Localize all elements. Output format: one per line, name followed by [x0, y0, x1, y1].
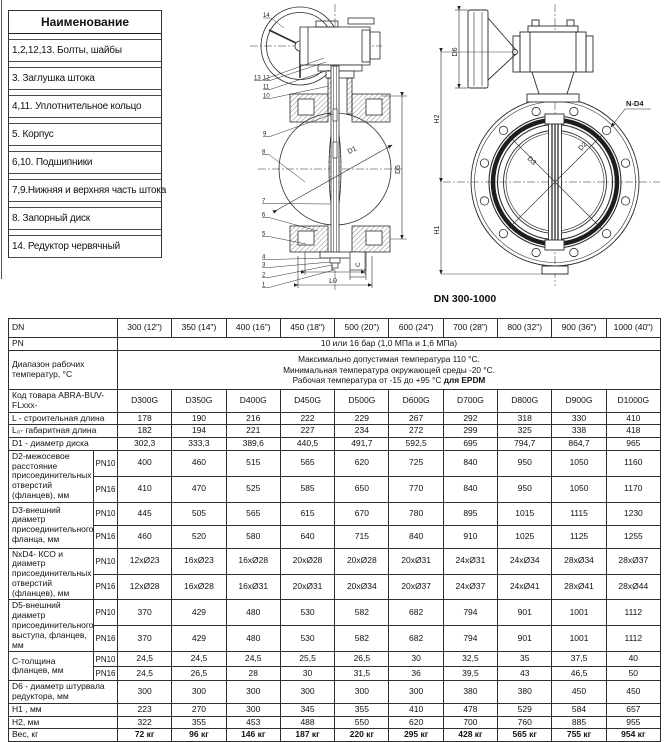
callout-1: 1 [262, 282, 266, 289]
dim-label-l0: L0 [329, 278, 337, 285]
spec-cell: D500G [335, 390, 389, 413]
spec-cell: 515 [226, 450, 280, 476]
callout-11: 11 [263, 84, 270, 91]
spec-cell: 695 [443, 438, 497, 451]
spec-cell: 37,5 [552, 652, 606, 667]
spec-cell: 12xØ23 [118, 548, 172, 574]
spec-cell: 480 [226, 625, 280, 652]
parts-list-item: 7,9.Нижняя и верхняя часть штока [9, 179, 161, 202]
spec-cell: 295 кг [389, 729, 443, 742]
spec-cell: 28 [226, 667, 280, 681]
spec-cell: 46,5 [552, 667, 606, 681]
spec-cell: 700 (28") [443, 319, 497, 338]
spec-cell: 1125 [552, 525, 606, 548]
spec-cell: 222 [280, 412, 334, 425]
section-view-drawing [250, 4, 420, 292]
spec-cell: D400G [226, 390, 280, 413]
spec-cell: 36 [389, 667, 443, 681]
parts-list-item: 1,2,12,13. Болты, шайбы [9, 39, 161, 62]
spec-cell: 40 [606, 652, 660, 667]
nd4-leader [611, 109, 651, 127]
spec-cell: 1000 (40") [606, 319, 660, 338]
spec-cell: 267 [389, 412, 443, 425]
spec-cell: 840 [389, 525, 443, 548]
spec-row-label: L₀- габаритная длина [9, 425, 118, 438]
spec-cell: 221 [226, 425, 280, 438]
spec-cell: 333,3 [172, 438, 226, 451]
spec-cell: 840 [443, 476, 497, 502]
spec-row-label: H1 , мм [9, 703, 118, 716]
spec-cell: 194 [172, 425, 226, 438]
spec-cell: 800 (32") [498, 319, 552, 338]
pn16-cell: PN16 [94, 625, 118, 652]
spec-row-label: С-толщина фланцев, мм [9, 652, 94, 681]
spec-cell: 28xØ44 [606, 574, 660, 600]
spec-cell: 300 [389, 681, 443, 704]
spec-cell: 480 [226, 600, 280, 625]
callout-6: 6 [262, 212, 266, 219]
spec-cell: 505 [172, 502, 226, 525]
spec-cell: 16xØ23 [172, 548, 226, 574]
spec-cell: 760 [498, 716, 552, 729]
spec-cell: 491,7 [335, 438, 389, 451]
spec-cell: 182 [118, 425, 172, 438]
spec-cell: 429 [172, 600, 226, 625]
spec-cell: 12xØ28 [118, 574, 172, 600]
spec-cell: 910 [443, 525, 497, 548]
spec-cell: 794 [443, 625, 497, 652]
spec-table [8, 318, 661, 742]
spec-cell: 488 [280, 716, 334, 729]
parts-list-item: 8. Запорный диск [9, 207, 161, 230]
dim-label-h2: H2 [434, 114, 441, 124]
spec-cell: 592,5 [389, 438, 443, 451]
dim-label-d6: D6 [452, 47, 459, 57]
parts-list-item: 3. Заглушка штока [9, 67, 161, 90]
spec-cell: 500 (20") [335, 319, 389, 338]
spec-cell: 39,5 [443, 667, 497, 681]
spec-cell: 229 [335, 412, 389, 425]
parts-list-item: 4,11. Уплотнительное кольцо [9, 95, 161, 118]
spec-cell: 770 [389, 476, 443, 502]
spec-cell: 1001 [552, 600, 606, 625]
temp-line: Минимальная температура окружающей среды -20 °С. [283, 364, 495, 375]
spec-cell: 20xØ31 [280, 574, 334, 600]
spec-cell: 600 (24") [389, 319, 443, 338]
dim-label-l: L [331, 265, 335, 272]
page-frame-line [1, 0, 2, 279]
spec-cell: 410 [118, 476, 172, 502]
spec-cell: 96 кг [172, 729, 226, 742]
spec-cell: 355 [335, 703, 389, 716]
spec-cell: 794,7 [498, 438, 552, 451]
spec-cell: 530 [280, 625, 334, 652]
spec-cell: 445 [118, 502, 172, 525]
spec-cell: D700G [443, 390, 497, 413]
dim-label-d1: D1 [346, 145, 358, 156]
spec-cell: 318 [498, 412, 552, 425]
spec-cell: 1112 [606, 625, 660, 652]
spec-cell: 755 кг [552, 729, 606, 742]
spec-cell: 901 [498, 625, 552, 652]
dim-label-d5: D5 [395, 165, 402, 174]
spec-cell: 615 [280, 502, 334, 525]
callout-9: 9 [263, 131, 267, 138]
spec-cell: 24,5 [226, 652, 280, 667]
spec-cell: 525 [226, 476, 280, 502]
bottom-foot [542, 266, 568, 274]
spec-cell: 584 [552, 703, 606, 716]
spec-cell: 640 [280, 525, 334, 548]
spec-cell: 299 [443, 425, 497, 438]
spec-cell: 682 [389, 625, 443, 652]
stem [331, 66, 339, 262]
spec-cell: 1025 [498, 525, 552, 548]
spec-row-label: L - строительная длина [9, 412, 118, 425]
spec-cell: 954 кг [606, 729, 660, 742]
dim-c [350, 270, 366, 280]
spec-cell: 24xØ31 [443, 548, 497, 574]
spec-cell: 300 (12") [118, 319, 172, 338]
pn16-cell: PN16 [94, 667, 118, 681]
spec-cell: 1112 [606, 600, 660, 625]
gearbox [300, 18, 380, 78]
pn16-cell: PN16 [94, 574, 118, 600]
spec-cell: 400 [118, 450, 172, 476]
temp-cell [118, 351, 661, 390]
spec-cell: D900G [552, 390, 606, 413]
pn10-cell: PN10 [94, 600, 118, 625]
spec-cell: 965 [606, 438, 660, 451]
spec-cell: D300G [118, 390, 172, 413]
spec-row-label: DN [9, 319, 118, 338]
temp-line [120, 375, 658, 385]
spec-cell: 450 [552, 681, 606, 704]
gearbox-front [513, 20, 593, 102]
spec-cell: 50 [606, 667, 660, 681]
spec-cell: 370 [118, 600, 172, 625]
spec-row-label: Диапазон рабочих температур, °С [9, 351, 118, 390]
spec-row-label: D5-внешний диаметр присоединительного выступа, фланцев, мм [9, 600, 94, 652]
spec-cell: 900 (36") [552, 319, 606, 338]
spec-cell: 227 [280, 425, 334, 438]
callout-8: 8 [262, 149, 266, 156]
spec-cell: 650 [335, 476, 389, 502]
spec-row-label: H2, мм [9, 716, 118, 729]
parts-list-item: 5. Корпус [9, 123, 161, 146]
spec-cell: 26,5 [172, 667, 226, 681]
dim-label-nd4: N-D4 [626, 99, 644, 108]
spec-row-label: D1 - диаметр диска [9, 438, 118, 451]
parts-list-item: 14. Редуктор червячный [9, 235, 161, 258]
spec-cell: 338 [552, 425, 606, 438]
spec-cell: 682 [389, 600, 443, 625]
spec-cell: 302,3 [118, 438, 172, 451]
spec-cell: 28xØ41 [552, 574, 606, 600]
callout-4: 4 [262, 254, 266, 261]
dim-label-d3: D3 [525, 155, 537, 167]
parts-list-table [8, 10, 167, 258]
temp-line-bold: для EPDM [443, 375, 486, 386]
spec-cell: 864,7 [552, 438, 606, 451]
spec-cell: 1050 [552, 450, 606, 476]
spec-cell: 270 [172, 703, 226, 716]
handwheel-edge [468, 10, 518, 88]
callout-5: 5 [262, 231, 266, 238]
spec-cell: 24,5 [118, 667, 172, 681]
dim-label-c: C [355, 262, 362, 267]
spec-cell: 950 [498, 476, 552, 502]
spec-table-body [9, 319, 661, 742]
callout-13: 13 [254, 75, 261, 82]
spec-cell: 1160 [606, 450, 660, 476]
spec-cell: 300 [280, 681, 334, 704]
spec-cell: 72 кг [118, 729, 172, 742]
spec-row-label: D3-внешний диаметр присоединительного фланца, мм [9, 502, 94, 548]
spec-cell: 322 [118, 716, 172, 729]
spec-cell: 1170 [606, 476, 660, 502]
spec-cell: 955 [606, 716, 660, 729]
spec-cell: 950 [498, 450, 552, 476]
spec-cell: 565 [226, 502, 280, 525]
spec-cell: 380 [498, 681, 552, 704]
spec-cell: 187 кг [280, 729, 334, 742]
spec-cell: 418 [606, 425, 660, 438]
pn10-cell: PN10 [94, 652, 118, 667]
spec-cell: 20xØ37 [389, 574, 443, 600]
spec-cell: 300 [226, 703, 280, 716]
spec-cell: 234 [335, 425, 389, 438]
spec-cell: D800G [498, 390, 552, 413]
spec-cell: 840 [443, 450, 497, 476]
spec-cell: D600G [389, 390, 443, 413]
spec-cell: 28xØ34 [552, 548, 606, 574]
temp-line-text: Рабочая температура от -15 до +95 °С [292, 375, 442, 386]
spec-cell: 478 [443, 703, 497, 716]
spec-cell: 24,5 [172, 652, 226, 667]
spec-cell: 670 [335, 502, 389, 525]
spec-cell: 31,5 [335, 667, 389, 681]
pn16-cell: PN16 [94, 476, 118, 502]
spec-cell: 529 [498, 703, 552, 716]
spec-cell: 223 [118, 703, 172, 716]
dim-label-d2: D2 [577, 141, 589, 153]
spec-cell: 20xØ31 [389, 548, 443, 574]
spec-cell: 620 [335, 450, 389, 476]
pn16-cell: PN16 [94, 525, 118, 548]
spec-row-label: PN [9, 338, 118, 351]
spec-cell: 330 [552, 412, 606, 425]
spec-cell: 292 [443, 412, 497, 425]
spec-cell: 190 [172, 412, 226, 425]
spec-cell: 16xØ28 [226, 548, 280, 574]
spec-cell: 25,5 [280, 652, 334, 667]
spec-cell: 20xØ28 [335, 548, 389, 574]
spec-cell: 429 [172, 625, 226, 652]
spec-cell: 700 [443, 716, 497, 729]
spec-cell: 901 [498, 600, 552, 625]
spec-cell: 440,5 [280, 438, 334, 451]
spec-cell: 300 [118, 681, 172, 704]
spec-cell: 216 [226, 412, 280, 425]
spec-cell: 657 [606, 703, 660, 716]
spec-cell: 460 [118, 525, 172, 548]
spec-cell: 410 [389, 703, 443, 716]
spec-cell: 410 [606, 412, 660, 425]
spec-cell: D450G [280, 390, 334, 413]
spec-cell: 355 [172, 716, 226, 729]
spec-cell: 582 [335, 600, 389, 625]
spec-cell: 43 [498, 667, 552, 681]
spec-cell: 24xØ37 [443, 574, 497, 600]
drawing-caption: DN 300-1000 [433, 293, 497, 305]
spec-cell: 220 кг [335, 729, 389, 742]
callout-3: 3 [262, 262, 266, 269]
spec-cell: 16xØ31 [226, 574, 280, 600]
spec-cell: 585 [280, 476, 334, 502]
callout-2: 2 [262, 272, 266, 279]
spec-cell: 582 [335, 625, 389, 652]
callout-14: 14 [263, 13, 270, 19]
spec-cell: 345 [280, 703, 334, 716]
spec-cell: 1050 [552, 476, 606, 502]
spec-cell: 470 [172, 476, 226, 502]
callout-7: 7 [262, 198, 266, 205]
spec-cell: 460 [172, 450, 226, 476]
temp-line: Максимально допустимая температура 110 °С. [298, 354, 480, 365]
spec-cell: 28xØ37 [606, 548, 660, 574]
spec-cell: 30 [389, 652, 443, 667]
spec-cell: 620 [389, 716, 443, 729]
spec-cell: 370 [118, 625, 172, 652]
spec-cell: 1015 [498, 502, 552, 525]
spec-cell: 300 [226, 681, 280, 704]
spec-cell: 1115 [552, 502, 606, 525]
spec-cell: 453 [226, 716, 280, 729]
spec-cell: 20xØ34 [335, 574, 389, 600]
spec-cell: 1001 [552, 625, 606, 652]
spec-cell: 715 [335, 525, 389, 548]
pn10-cell: PN10 [94, 548, 118, 574]
parts-list-item: 6,10. Подшипники [9, 151, 161, 174]
callout-10: 10 [263, 93, 270, 100]
spec-cell: 16xØ28 [172, 574, 226, 600]
spec-row-label: D2-межосевое расстояние присоединительных отверстий (фланцев), мм [9, 450, 94, 502]
spec-cell: 530 [280, 600, 334, 625]
callout-12: 12 [263, 75, 270, 82]
spec-row-label: NxD4- КСО и диаметр присоединительных отверстий (фланцев), мм [9, 548, 94, 600]
spec-cell: 1230 [606, 502, 660, 525]
spec-row-label: Код товара ABRA-BUV-FLxxx- [9, 390, 118, 413]
spec-cell: 565 [280, 450, 334, 476]
spec-cell: 450 (18") [280, 319, 334, 338]
spec-cell: 30 [280, 667, 334, 681]
spec-cell: 24xØ41 [498, 574, 552, 600]
spec-cell: 565 кг [498, 729, 552, 742]
pn10-cell: PN10 [94, 450, 118, 476]
spec-cell: 450 [606, 681, 660, 704]
dim-label-h1: H1 [434, 225, 441, 235]
spec-cell: 580 [226, 525, 280, 548]
spec-cell: D1000G [606, 390, 660, 413]
spec-cell: 550 [335, 716, 389, 729]
spec-cell: 885 [552, 716, 606, 729]
spec-cell: 780 [389, 502, 443, 525]
spec-cell: 794 [443, 600, 497, 625]
spec-cell: 300 [172, 681, 226, 704]
spec-cell: 895 [443, 502, 497, 525]
spec-cell: 325 [498, 425, 552, 438]
pn10-cell: PN10 [94, 502, 118, 525]
spec-cell: 520 [172, 525, 226, 548]
spec-cell: 428 кг [443, 729, 497, 742]
spec-cell: 32,5 [443, 652, 497, 667]
spec-cell: D350G [172, 390, 226, 413]
spec-cell: 389,6 [226, 438, 280, 451]
spec-cell: 24xØ34 [498, 548, 552, 574]
spec-row-label: D6 - диаметр штурвала редуктора, мм [9, 681, 118, 704]
spec-cell: 146 кг [226, 729, 280, 742]
spec-cell: 178 [118, 412, 172, 425]
parts-list-header: Наименование [9, 10, 161, 34]
spec-cell: 272 [389, 425, 443, 438]
front-view-drawing [428, 4, 665, 292]
spec-cell: 20xØ28 [280, 548, 334, 574]
spec-cell: 400 (16") [226, 319, 280, 338]
pn-value-cell: 10 или 16 бар (1,0 МПа и 1,6 МПа) [118, 338, 661, 351]
spec-cell: 380 [443, 681, 497, 704]
spec-row-label: Вес, кг [9, 729, 118, 742]
spec-cell: 26,5 [335, 652, 389, 667]
spec-cell: 300 [335, 681, 389, 704]
spec-cell: 24,5 [118, 652, 172, 667]
spec-cell: 350 (14") [172, 319, 226, 338]
spec-cell: 35 [498, 652, 552, 667]
spec-cell: 725 [389, 450, 443, 476]
spec-cell: 1255 [606, 525, 660, 548]
